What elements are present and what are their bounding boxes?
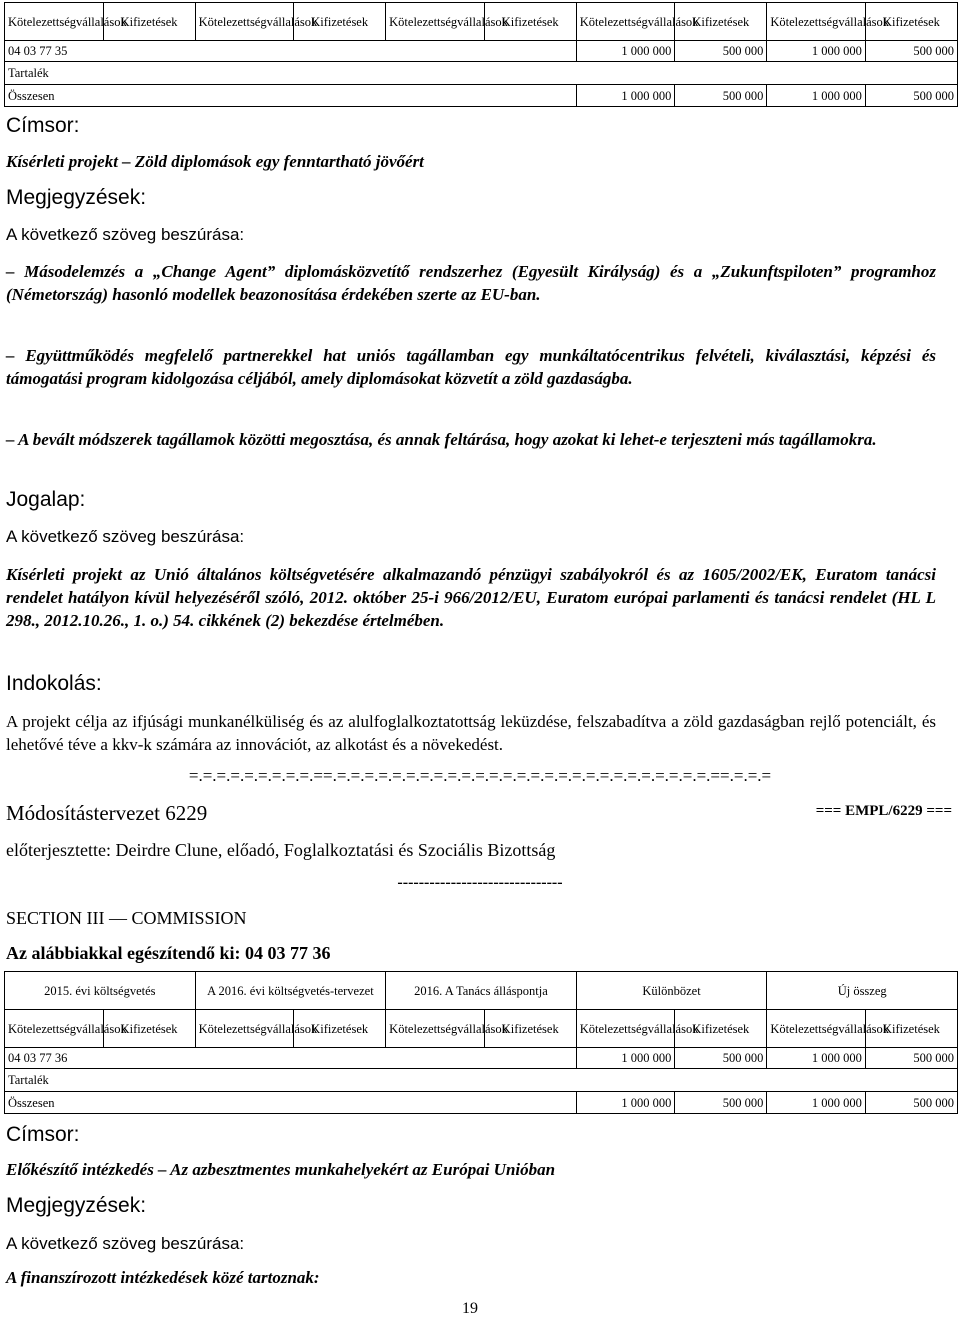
header-cell: Kötelezettségvállalások <box>386 3 485 41</box>
table-cell: 1 000 000 <box>576 85 675 107</box>
header-cell: Kötelezettségvállalások <box>5 3 104 41</box>
group-header-cell: 2016. A Tanács álláspontja <box>386 972 577 1010</box>
submitted-by-name: Deirdre Clune, előadó, Foglalkoztatási és Szociális Bizottság <box>115 840 556 860</box>
row-label: Összesen <box>5 1092 577 1114</box>
insert-text-label: A következő szöveg beszúrása: <box>6 527 245 546</box>
amendment-title: Módosítástervezet 6229 <box>6 801 208 825</box>
header-cell: Kötelezettségvállalások <box>195 3 294 41</box>
header-cell: Kifizetések <box>294 1010 386 1048</box>
insert-text-label: A következő szöveg beszúrása: <box>6 225 245 244</box>
table-group-header-row <box>5 972 958 1010</box>
header-cell: Kifizetések <box>675 1010 767 1048</box>
row-label: 04 03 77 35 <box>5 41 577 62</box>
row-label: Összesen <box>5 85 577 107</box>
table-cell: 1 000 000 <box>767 85 866 107</box>
megjegyzesek-heading: Megjegyzések: <box>6 186 147 209</box>
remark-bullet: – A bevált módszerek tagállamok közötti megosztása, és annak feltárása, hogy azokat ki lehet-e terjeszteni más tagállamokra. <box>6 430 877 449</box>
header-cell: Kifizetések <box>103 1010 195 1048</box>
dash-line: ------------------------------- <box>397 874 563 891</box>
table-cell: 500 000 <box>865 1092 957 1114</box>
cimsor-heading: Címsor: <box>6 1123 80 1146</box>
row-label: Tartalék <box>5 62 958 85</box>
table-row <box>5 62 958 85</box>
budget-line-title: Kísérleti projekt – Zöld diplomások egy fenntartható jövőért <box>6 152 424 171</box>
table-cell: 500 000 <box>675 1092 767 1114</box>
section-label: SECTION III — COMMISSION <box>6 908 247 928</box>
table-cell: 500 000 <box>675 1048 767 1069</box>
table-row <box>5 1092 958 1114</box>
table-cell: 1 000 000 <box>576 1048 675 1069</box>
header-cell: Kötelezettségvállalások <box>386 1010 485 1048</box>
table-row <box>5 1069 958 1092</box>
group-header-cell: Új összeg <box>767 972 958 1010</box>
header-cell: Kötelezettségvállalások <box>767 1010 866 1048</box>
table-cell: 500 000 <box>865 41 957 62</box>
budget-line-title: Előkészítő intézkedés – Az azbesztmentes munkahelyekért az Európai Unióban <box>6 1160 556 1179</box>
header-cell: Kötelezettségvállalások <box>767 3 866 41</box>
row-label: Tartalék <box>5 1069 958 1092</box>
group-header-cell: Különbözet <box>576 972 767 1010</box>
page-number: 19 <box>462 1300 478 1317</box>
funded-measures-subheading: A finanszírozott intézkedések közé tartoznak: <box>6 1268 320 1287</box>
table-cell: 1 000 000 <box>576 41 675 62</box>
table-cell: 1 000 000 <box>767 41 866 62</box>
table-cell: 1 000 000 <box>767 1092 866 1114</box>
table-cell: 1 000 000 <box>576 1092 675 1114</box>
amendment-reference: === EMPL/6229 === <box>815 803 952 819</box>
table-header-row <box>5 3 958 41</box>
table-header-row <box>5 1010 958 1048</box>
submitted-by-line <box>6 840 555 861</box>
header-cell: Kifizetések <box>675 3 767 41</box>
header-cell: Kifizetések <box>865 1010 957 1048</box>
separator-line: =.=.=.=.=.=.=.=.=.==.=.=.=.=.=.=.=.=.=.=.=.=.=.=.=.=.=.=.=.=.=.=.=.=.=.=.=.==.=.=.= <box>188 766 772 785</box>
header-cell: Kifizetések <box>103 3 195 41</box>
header-cell: Kötelezettségvállalások <box>576 3 675 41</box>
header-cell: Kötelezettségvállalások <box>5 1010 104 1048</box>
budget-table-1 <box>0 2 958 107</box>
cimsor-heading: Címsor: <box>6 114 80 137</box>
justification-text: A projekt célja az ifjúsági munkanélküliség és az alulfoglalkoztatottság leküzdése, felszabadítva a zöld gazdaságban rejlő potenciált, és lehetővé téve a kkv-k számára az innovációt, az alkotást és a növekedést. <box>6 712 936 754</box>
legal-basis-text: Kísérleti projekt az Unió általános költségvetésére alkalmazandó pénzügyi szabályokról és az 1605/2002/EK, Euratom tanácsi rendelet hatályon kívül helyezéséről szóló, 2012. október 25-i 966/2012/EU, Euratom európai parlamenti és tanácsi rendelet (HL L 298., 2012.10.26., 1. o.) 54. cikkének (2) bekezdése értelmében. <box>6 565 936 630</box>
header-cell: Kifizetések <box>294 3 386 41</box>
insert-text-label: A következő szöveg beszúrása: <box>6 1234 245 1253</box>
table-row <box>5 85 958 107</box>
header-cell: Kifizetések <box>865 3 957 41</box>
group-header-cell: 2015. évi költségvetés <box>5 972 196 1010</box>
remark-bullet: – Másodelemzés a „Change Agent” diplomásközvetítő rendszerhez (Egyesült Királyság) és a „Zukunftspiloten” programhoz (Németország) hasonló modellek beazonosítása érdekében szerte az EU-ban. <box>6 262 936 304</box>
megjegyzesek-heading: Megjegyzések: <box>6 1194 147 1217</box>
jogalap-heading: Jogalap: <box>6 488 86 511</box>
budget-table-2 <box>0 971 958 1114</box>
table-cell: 500 000 <box>865 85 957 107</box>
header-cell: Kifizetések <box>484 1010 576 1048</box>
header-cell: Kifizetések <box>484 3 576 41</box>
header-cell: Kötelezettségvállalások <box>195 1010 294 1048</box>
table-cell: 500 000 <box>865 1048 957 1069</box>
table-cell: 500 000 <box>675 85 767 107</box>
group-header-cell: A 2016. évi költségvetés-tervezet <box>195 972 386 1010</box>
table-row <box>5 41 958 62</box>
table-cell: 500 000 <box>675 41 767 62</box>
row-label: 04 03 77 36 <box>5 1048 577 1069</box>
submitted-by-label: előterjesztette: <box>6 840 111 860</box>
remark-bullet: – Együttműködés megfelelő partnerekkel hat uniós tagállamban egy munkáltatócentrikus felvételi, kiválasztási, képzési és támogatási program kidolgozása céljából, amely diplomásokat közvetít a zöld gazdaságba. <box>6 346 936 388</box>
table-row <box>5 1048 958 1069</box>
add-line: Az alábbiakkal egészítendő ki: 04 03 77 36 <box>6 943 331 963</box>
indokolas-heading: Indokolás: <box>6 672 102 695</box>
table-cell: 1 000 000 <box>767 1048 866 1069</box>
header-cell: Kötelezettségvállalások <box>576 1010 675 1048</box>
